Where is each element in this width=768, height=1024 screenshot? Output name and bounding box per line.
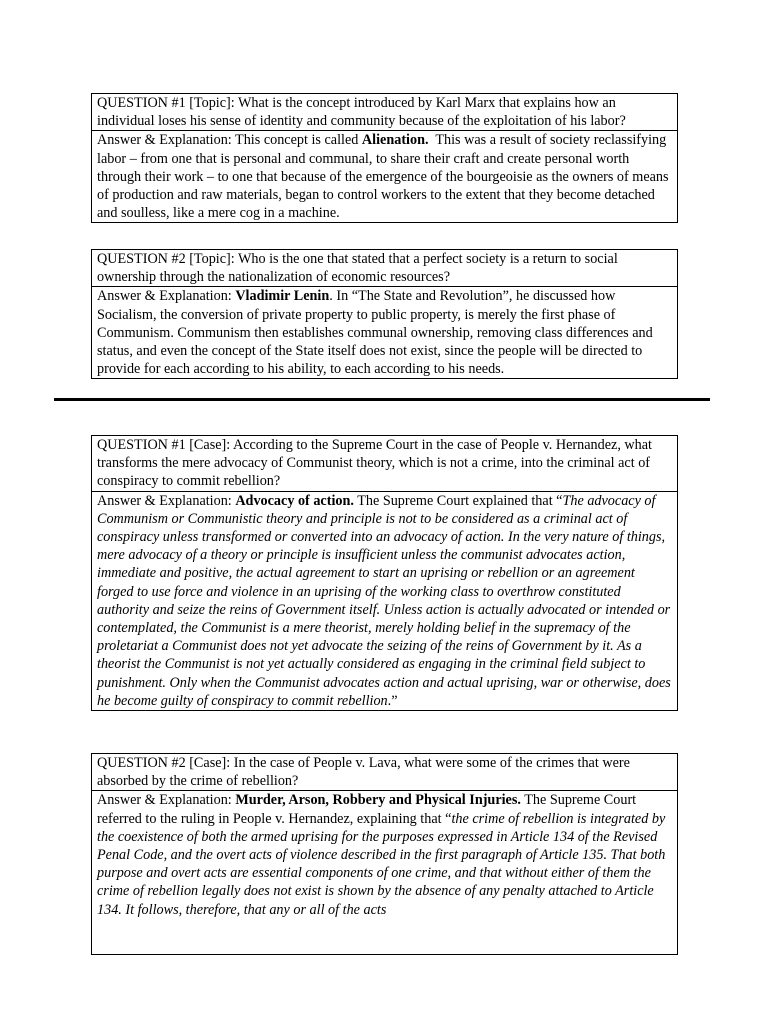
answer-text bbox=[92, 286, 677, 378]
answer-keyword: Advocacy of action. bbox=[235, 492, 354, 509]
case-question-1-box bbox=[91, 435, 678, 711]
answer-quote: The advocacy of Communism or Communistic theory and principle is not to be considered as a criminal act of conspiracy unless transformed or converted into an advocacy of action. In the very nature of things, mere advocacy of a theory or principle is insufficient unless the communist advocates action, immediate and positive, the actual agreement to start an uprising or rebellion or an agreement forged to use force and violence in an uprising of the working class to overthrow constituted authority and seize the reins of Government itself. Unless action is actually advocated or intended or contemplated, the Communist is a mere theorist, merely holding belief in the supremacy of the proletariat a Communist does not yet advocate the seizing of the reins of Government by it. As a theorist the Communist is not yet actually considered as engaging in the criminal field subject to punishment. Only when the Communist advocates action and actual uprising, war or otherwise, does he become guilty of conspiracy to commit rebellion bbox=[97, 492, 671, 709]
answer-keyword: Vladimir Lenin bbox=[235, 288, 330, 305]
answer-text bbox=[92, 491, 677, 710]
answer-prefix: Answer & Explanation: This concept is called bbox=[97, 132, 362, 149]
answer-explanation: This was a result of society reclassifying labor – from one that is personal and communal, to share their craft and create personal worth through their work – to one that because of the emergence of the bourgeoisie as the owners of means of production and raw materials, began to control workers to the extent that they become detached and soulless, like a mere cog in a machine. bbox=[97, 132, 673, 222]
answer-text bbox=[92, 130, 677, 222]
answer-quote: the crime of rebellion is integrated by the coexistence of both the armed uprising for the purposes expressed in Article 134 of the Revised Penal Code, and the overt acts of violence described in the first paragraph of Article 135. That both purpose and overt acts are essential components of one crime, and that without either of them the crime of rebellion legally does not exist is shown by the absence of any penalty attached to Article 134. It follows, therefore, that any or all of the acts bbox=[97, 810, 666, 918]
answer-intro: The Supreme Court explained that “ bbox=[353, 492, 563, 509]
answer-prefix: Answer & Explanation: bbox=[97, 792, 236, 809]
answer-keyword: Alienation. bbox=[361, 132, 429, 149]
question-text: QUESTION #1 [Topic]: What is the concept introduced by Karl Marx that explains how an individual loses his sense of identity and community because of the exploitation of his labor? bbox=[97, 95, 626, 130]
topic-question-2-box bbox=[91, 249, 678, 379]
topic-question-1-box bbox=[91, 93, 678, 223]
answer-explanation: . In “The State and Revolution”, he discussed how Socialism, the conversion of private property to public property, is merely the first phase of Communism. Communism then establishes communal ownership, removing class differences and status, and even the concept of the State itself does not exist, since the people will be directed to provide for each according to his ability, to each according to his needs. bbox=[97, 288, 653, 378]
answer-end: .” bbox=[387, 692, 398, 709]
case-question-2-box bbox=[91, 753, 678, 955]
answer-intro: The Supreme Court referred to the ruling in People v. Hernandez, explaining that “ bbox=[97, 792, 637, 827]
answer-keyword: Murder, Arson, Robbery and Physical Injuries. bbox=[235, 792, 521, 809]
answer-prefix: Answer & Explanation: bbox=[97, 288, 236, 305]
answer-prefix: Answer & Explanation: bbox=[97, 492, 236, 509]
question-text: QUESTION #2 [Case]: In the case of People v. Lava, what were some of the crimes that were absorbed by the crime of rebellion? bbox=[97, 755, 630, 790]
question-text: QUESTION #1 [Case]: According to the Supreme Court in the case of People v. Hernandez, what transforms the mere advocacy of Communist theory, which is not a crime, into the criminal act of conspiracy to commit rebellion? bbox=[97, 437, 653, 490]
section-divider bbox=[54, 398, 710, 401]
answer-text bbox=[92, 790, 677, 954]
question-text: QUESTION #2 [Topic]: Who is the one that stated that a perfect society is a return to social ownership through the nationalization of economic resources? bbox=[97, 251, 618, 286]
